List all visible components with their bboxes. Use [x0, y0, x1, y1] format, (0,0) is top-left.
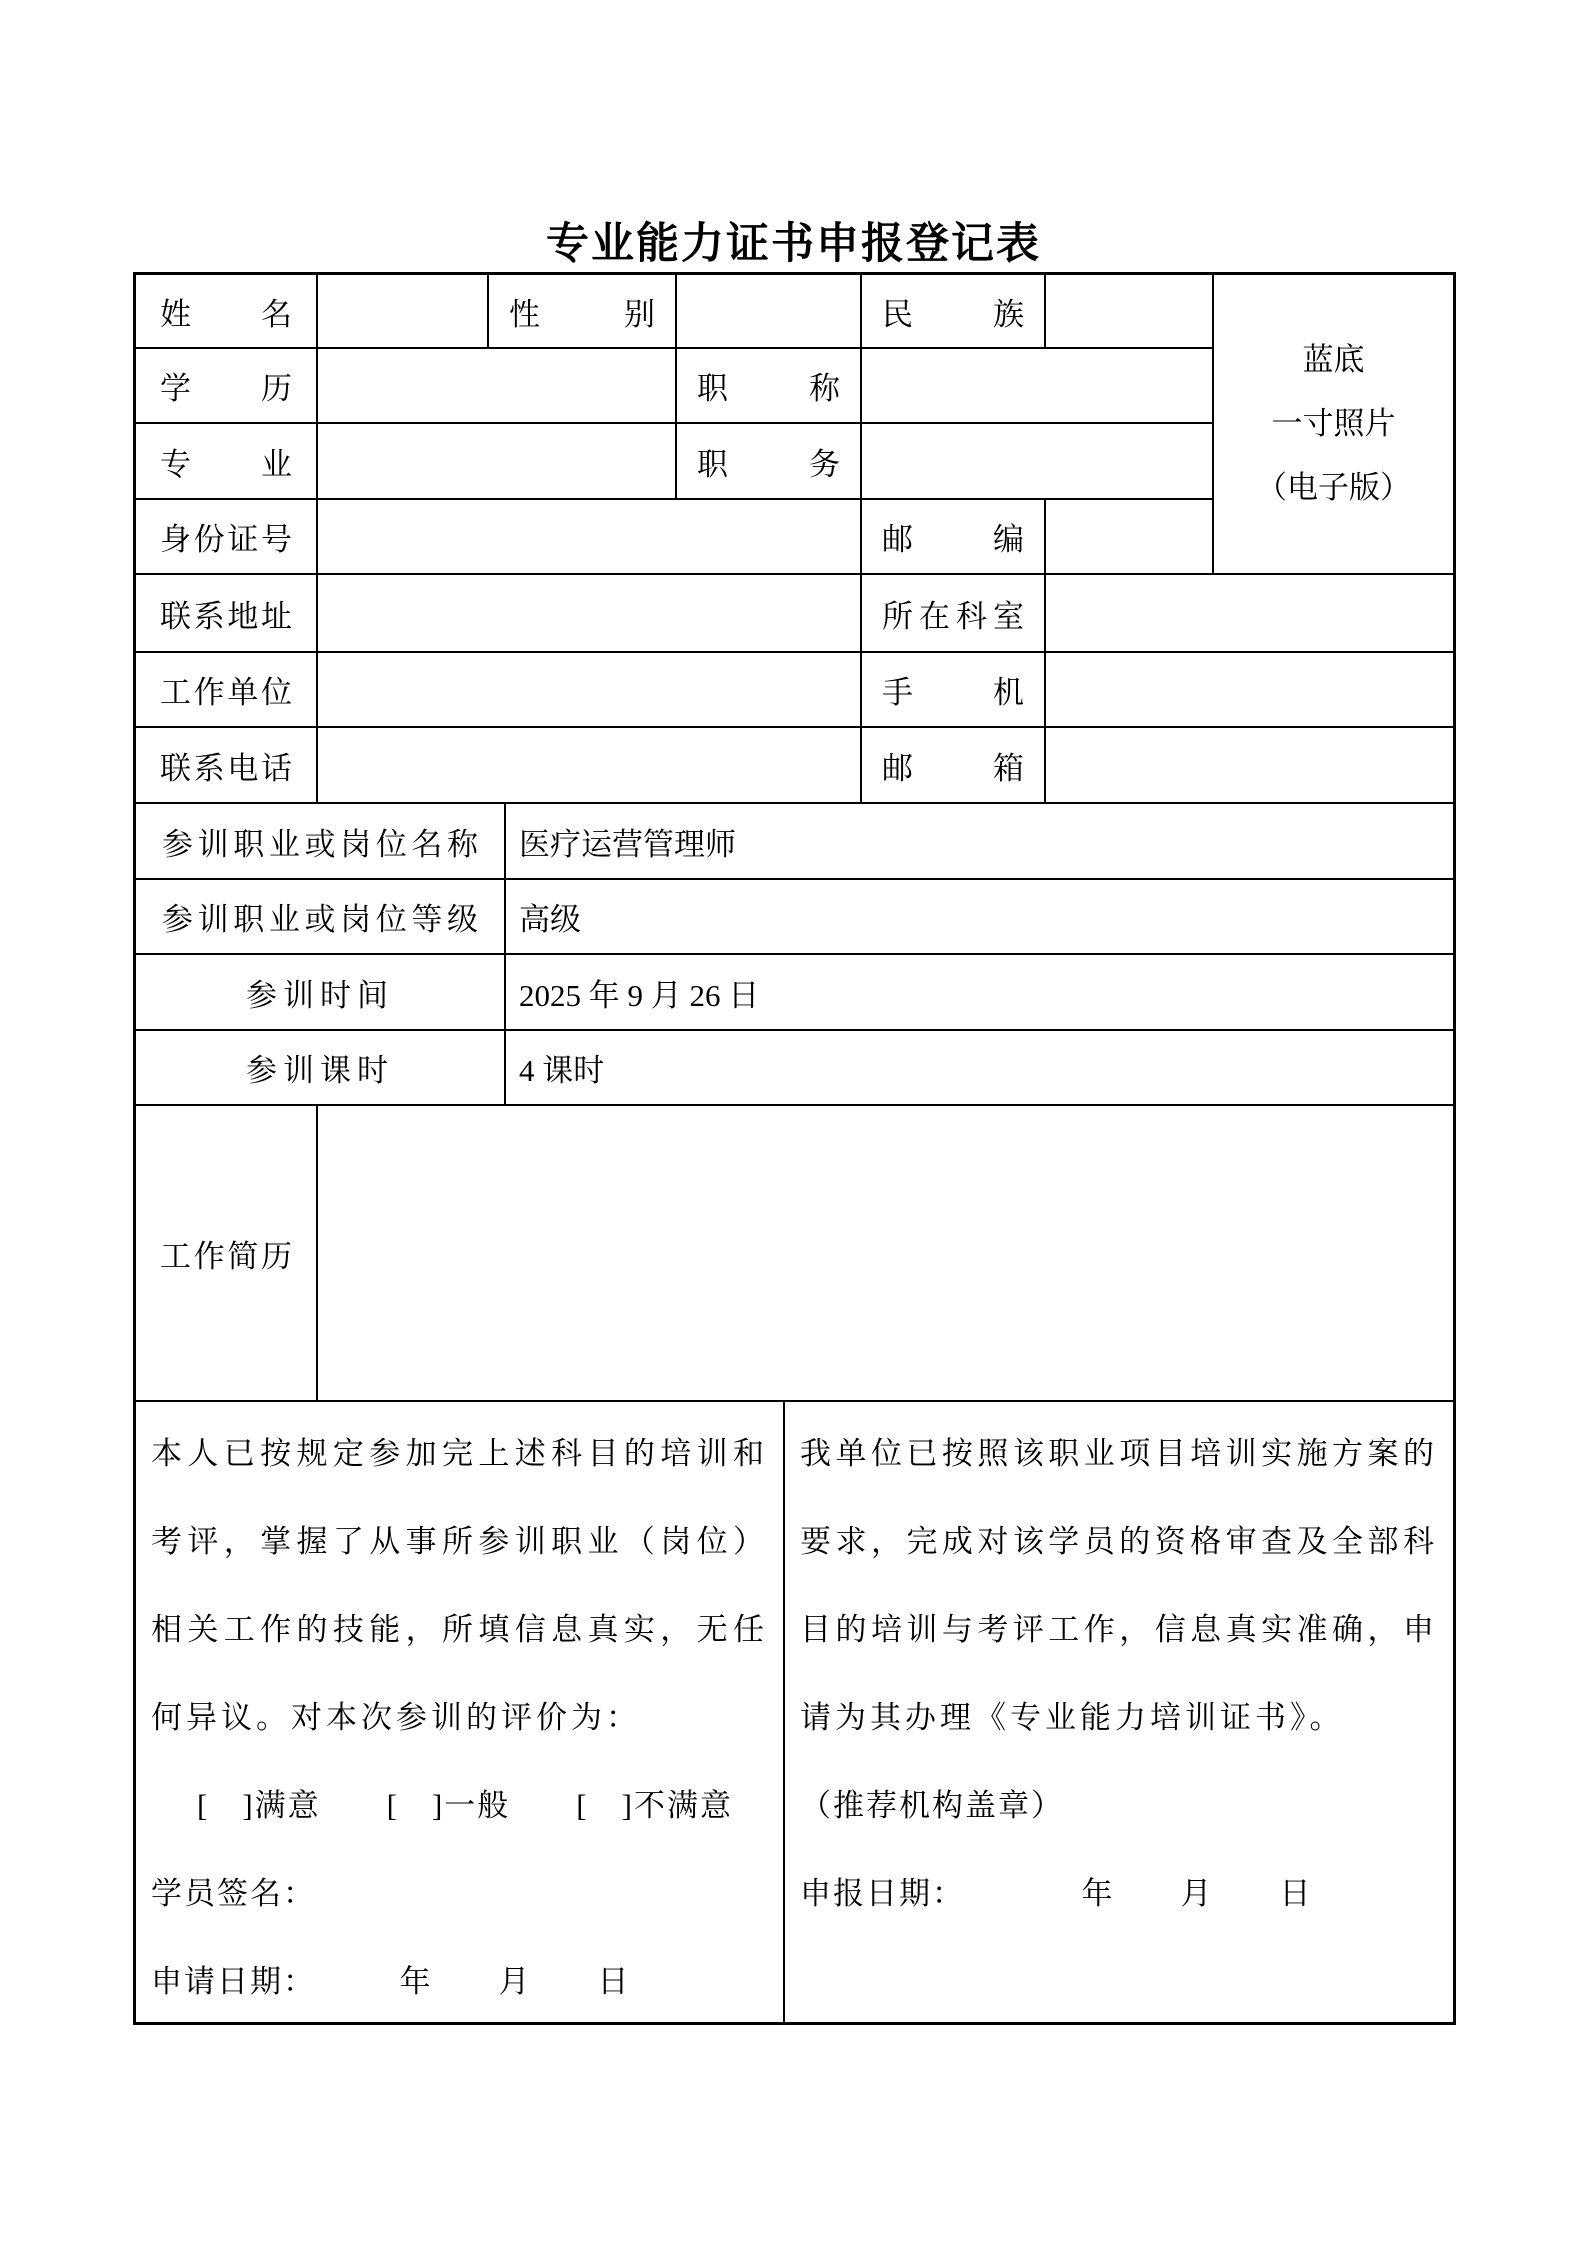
registration-table	[133, 272, 1456, 2025]
address-label-cell	[136, 575, 318, 651]
address-input-cell[interactable]	[318, 575, 862, 651]
phone-input-cell[interactable]	[318, 728, 862, 802]
training-date-label-cell	[136, 955, 506, 1029]
department-label: 所在科室	[882, 598, 1024, 634]
resume-label: 工作简历	[160, 1238, 292, 1274]
row-job-name	[136, 804, 1453, 880]
phone-label: 联系电话	[160, 750, 292, 786]
job-level-value-cell[interactable]: 高级	[519, 902, 581, 937]
gender-label-cell	[489, 275, 677, 347]
name-label-cell	[136, 275, 318, 347]
major-input-cell[interactable]	[318, 424, 677, 498]
job-level-label: 参训职业或岗位等级	[162, 902, 478, 937]
postcode-label: 邮编	[882, 522, 1024, 557]
training-date-value-cell[interactable]: 2025 年 9 月 26 日	[519, 977, 760, 1013]
rows-1-4-group	[136, 275, 1453, 575]
education-input-cell[interactable]	[318, 349, 677, 422]
organization-statement: 我单位已按照该职业项目培训实施方案的要求，完成对该学员的资格审查及全部科目的培训与考评工作，信息真实准确，申请为其办理《专业能力培训证书》。	[800, 1436, 1438, 1735]
mobile-label: 手机	[882, 675, 1024, 710]
employer-label: 工作单位	[160, 675, 292, 710]
rating-options-line[interactable]: [ ]满意 [ ]一般 [ ]不满意	[197, 1788, 733, 1823]
training-hours-value-cell[interactable]: 4 课时	[519, 1053, 605, 1088]
phone-label-cell	[136, 728, 318, 802]
education-label: 学历	[160, 371, 292, 406]
department-input-cell[interactable]	[1046, 575, 1453, 651]
title-rank-label: 职称	[697, 371, 840, 406]
row-education-title	[136, 349, 1214, 424]
postcode-input-cell[interactable]	[1046, 500, 1214, 573]
job-name-label: 参训职业或岗位名称	[162, 826, 478, 862]
training-hours-label-cell	[136, 1031, 506, 1104]
postcode-label-cell	[862, 500, 1046, 573]
employer-input-cell[interactable]	[318, 653, 862, 726]
ethnicity-label: 民族	[882, 296, 1024, 332]
id-number-label-cell	[136, 500, 318, 573]
row-declarations	[136, 1402, 1453, 2022]
training-date-label: 参训时间	[246, 977, 394, 1013]
row-job-level	[136, 880, 1453, 955]
row-major-position	[136, 424, 1214, 500]
trainee-statement: 本人已按规定参加完上述科目的培训和考评，掌握了从事所参训职业（岗位）相关工作的技能，所填信息真实，无任何异议。对本次参训的评价为：	[151, 1436, 768, 1735]
email-label: 邮箱	[882, 750, 1024, 786]
resume-input-cell[interactable]	[318, 1106, 1453, 1400]
row-resume	[136, 1106, 1453, 1402]
id-number-label: 身份证号	[160, 522, 292, 557]
position-input-cell[interactable]	[862, 424, 1214, 498]
row-id-postcode	[136, 500, 1214, 573]
position-label-cell	[677, 424, 862, 498]
mobile-label-cell	[862, 653, 1046, 726]
row-address-department	[136, 575, 1453, 653]
mobile-input-cell[interactable]	[1046, 653, 1453, 726]
rows-1-4-left	[136, 275, 1214, 573]
trainee-apply-date-line[interactable]: 申请日期： 年 月 日	[151, 1964, 631, 1999]
position-label: 职务	[697, 446, 840, 482]
row-training-hours	[136, 1031, 1453, 1106]
job-name-label-cell	[136, 804, 506, 878]
row-training-date	[136, 955, 1453, 1031]
job-name-value-cell[interactable]: 医疗运营管理师	[519, 826, 736, 862]
major-label-cell	[136, 424, 318, 498]
organization-declaration-cell	[785, 1402, 1453, 2022]
resume-label-cell	[136, 1106, 318, 1400]
photo-note-line-1: 蓝底	[1302, 342, 1365, 377]
education-label-cell	[136, 349, 318, 422]
job-level-label-cell	[136, 880, 506, 953]
row-phone-email	[136, 728, 1453, 804]
email-input-cell[interactable]	[1046, 728, 1453, 802]
id-number-input-cell[interactable]	[318, 500, 862, 573]
employer-label-cell	[136, 653, 318, 726]
major-label: 专业	[160, 446, 292, 482]
row-name-gender-ethnicity	[136, 275, 1214, 349]
department-label-cell	[862, 575, 1046, 651]
photo-note-line-2: 一寸照片	[1271, 406, 1396, 441]
name-label: 姓名	[160, 296, 292, 332]
training-hours-label: 参训课时	[246, 1053, 394, 1088]
trainee-declaration-cell	[136, 1402, 785, 2022]
gender-label: 性别	[509, 296, 655, 332]
organization-declare-date-line[interactable]: 申报日期： 年 月 日	[800, 1876, 1313, 1911]
address-label: 联系地址	[160, 598, 292, 634]
email-label-cell	[862, 728, 1046, 802]
title-rank-input-cell[interactable]	[862, 349, 1214, 422]
gender-input-cell[interactable]	[677, 275, 862, 347]
organization-seal-line: （推荐机构盖章）	[800, 1788, 1064, 1823]
row-employer-mobile	[136, 653, 1453, 728]
trainee-signature-line[interactable]: 学员签名：	[151, 1876, 316, 1911]
page-title: 专业能力证书申报登记表	[546, 220, 1041, 268]
ethnicity-label-cell	[862, 275, 1046, 347]
photo-placeholder-box[interactable]	[1214, 275, 1453, 573]
title-rank-label-cell	[677, 349, 862, 422]
photo-note-line-3: （电子版）	[1256, 470, 1411, 505]
name-input-cell[interactable]	[318, 275, 489, 347]
ethnicity-input-cell[interactable]	[1046, 275, 1214, 347]
